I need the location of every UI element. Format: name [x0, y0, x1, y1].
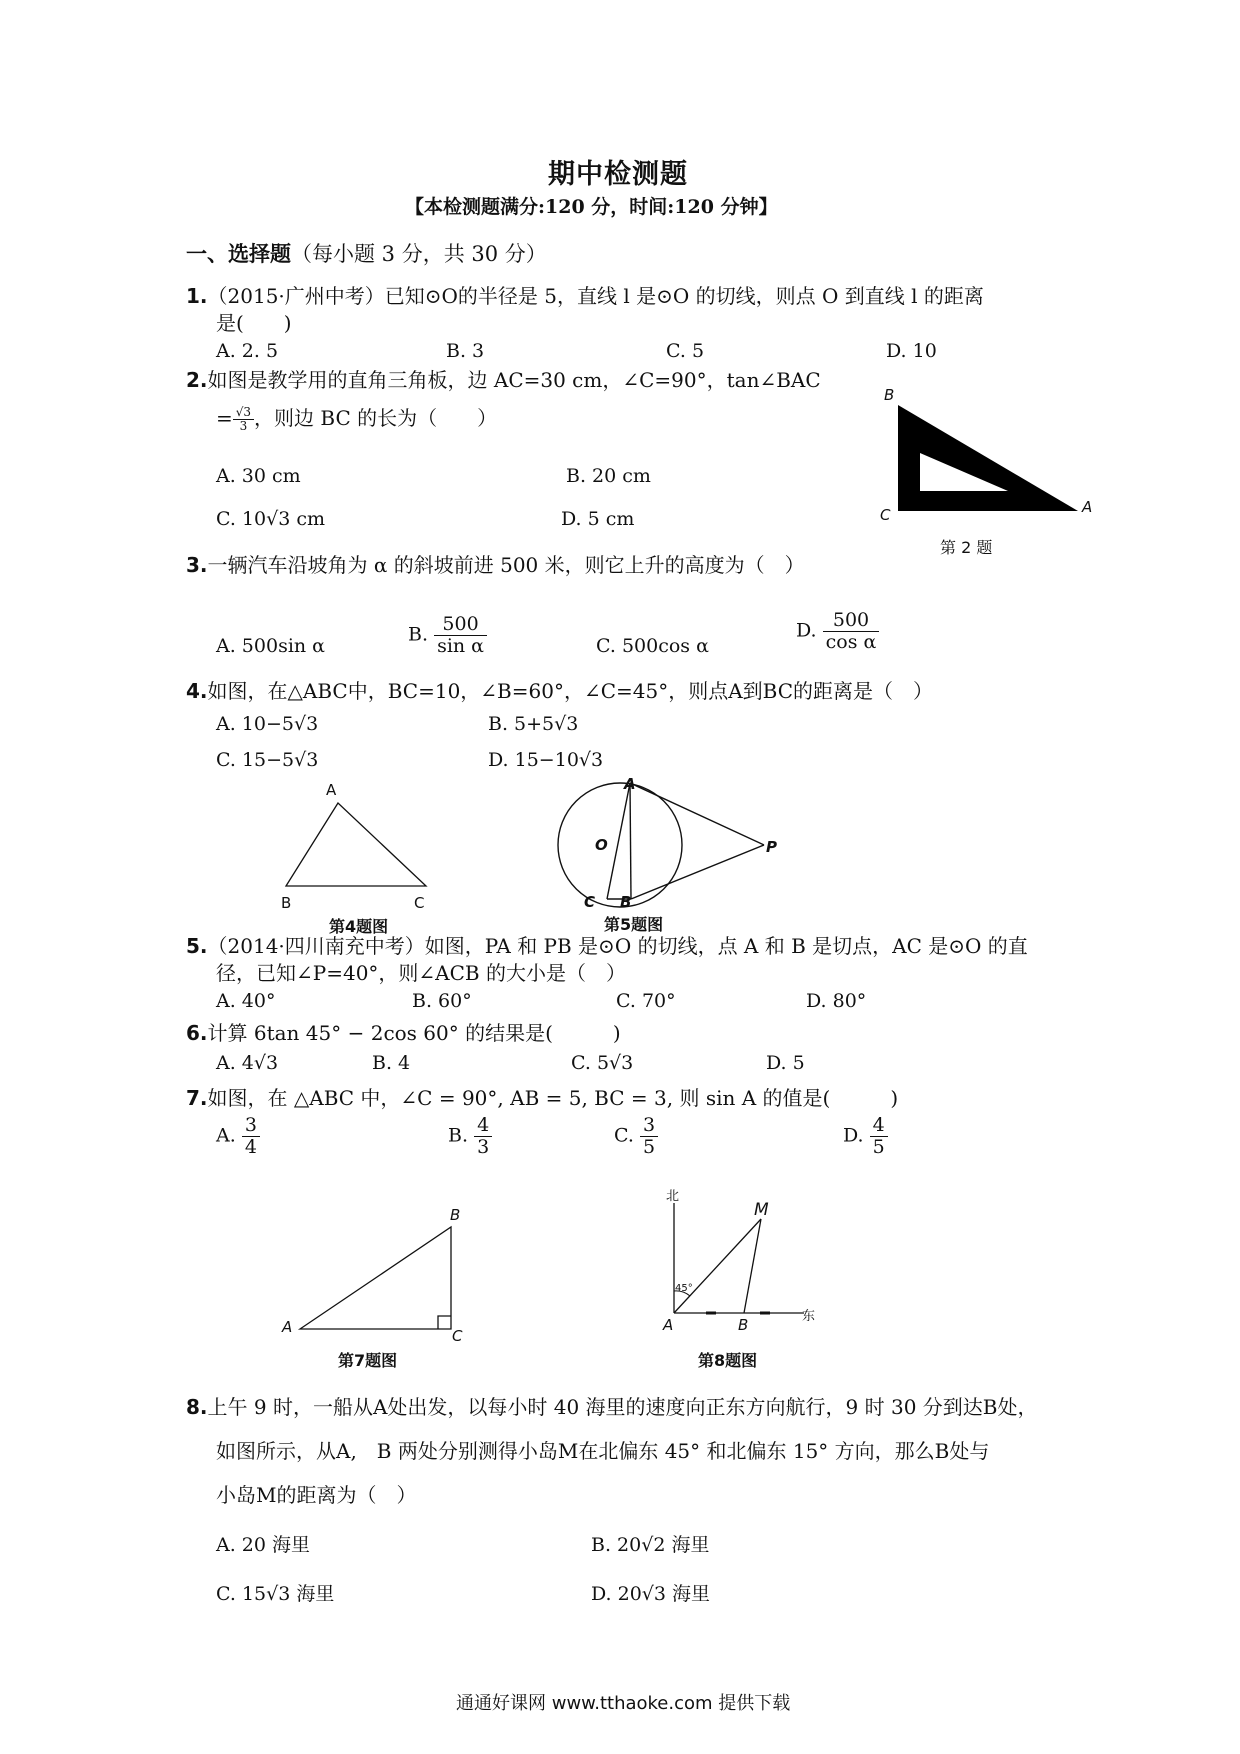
page-footer: 通通好课网 www.tthaoke.com 提供下载	[456, 1693, 791, 1714]
q8-option-d: D. 20√3 海里	[591, 1583, 711, 1605]
q5-option-d: D. 80°	[806, 990, 867, 1012]
q3-option-d-fraction	[823, 610, 880, 653]
section-heading	[186, 238, 547, 268]
q7-option-c-prefix: C.	[614, 1124, 634, 1147]
q8-label-east: 东	[802, 1309, 816, 1324]
q8-label-north: 北	[666, 1189, 680, 1204]
q1-stem-line2: 是( )	[216, 311, 292, 335]
q5-label-o: O	[595, 836, 608, 854]
q2-label-b: B	[884, 386, 895, 404]
q4-label-a: A	[326, 781, 337, 799]
q7-d-denominator: 5	[872, 1135, 885, 1158]
q3-number: 3.	[186, 553, 208, 577]
q4-figure-caption: 第4题图	[329, 917, 389, 936]
q5-line-pb	[631, 845, 764, 899]
q3-d-denominator: cos α	[825, 630, 877, 653]
q6-option-d: D. 5	[766, 1052, 805, 1074]
q2-text: 如图是教学用的直角三角板，边 AC=30 cm，∠C=90°，tan∠BAC	[207, 368, 821, 392]
q7-c-numerator: 3	[640, 1115, 658, 1137]
q2-option-d: D. 5 cm	[561, 508, 635, 530]
q1-number: 1.	[186, 284, 208, 308]
q7-option-b-prefix: B.	[448, 1124, 469, 1147]
q7-label-a: A	[282, 1318, 293, 1336]
q7-a-denominator: 4	[244, 1135, 257, 1158]
q4-number: 4.	[186, 679, 208, 703]
q8-line-am	[674, 1219, 761, 1313]
q7-number: 7.	[186, 1086, 208, 1110]
q4-option-a: A. 10−5√3	[216, 713, 319, 735]
q7-right-angle-mark	[438, 1316, 451, 1329]
q4-stem	[186, 678, 933, 704]
q4-option-c: C. 15−5√3	[216, 749, 319, 771]
q7-option-a-fraction	[242, 1115, 260, 1158]
q7-c-denominator: 5	[642, 1135, 656, 1158]
page-title: 期中检测题	[548, 159, 688, 190]
q3-option-d-prefix: D.	[796, 619, 817, 642]
q2-tan-fraction	[233, 406, 254, 433]
q3-option-b-fraction	[434, 614, 487, 657]
q4-label-c: C	[414, 894, 425, 912]
q8-number: 8.	[186, 1395, 208, 1419]
q6-stem	[186, 1020, 621, 1046]
q7-option-b	[448, 1115, 492, 1158]
q3-b-denominator: sin α	[437, 634, 484, 657]
q2-option-c: C. 10√3 cm	[216, 508, 326, 530]
q7-figure-caption: 第7题图	[338, 1351, 398, 1370]
q5-label-b: B	[620, 893, 632, 911]
q6-number: 6.	[186, 1021, 208, 1045]
q7-d-numerator: 4	[870, 1115, 888, 1137]
q3-option-b-prefix: B.	[408, 623, 429, 646]
q1-option-a: A. 2. 5	[216, 340, 279, 362]
q4-triangle-abc	[286, 803, 426, 886]
q3-stem	[186, 552, 805, 578]
q8-figure-caption: 第8题图	[698, 1351, 758, 1370]
q7-right-triangle-figure	[296, 1225, 456, 1335]
q5-figure-caption: 第5题图	[604, 915, 664, 934]
q7-option-a	[216, 1115, 260, 1158]
q2-number: 2.	[186, 368, 208, 392]
q5-number: 5.	[186, 934, 208, 958]
q8-label-m: M	[754, 1200, 769, 1220]
q5-stem-line2: 径，已知∠P=40°，则∠ACB 的大小是（ ）	[216, 961, 626, 985]
q5-label-p: P	[766, 838, 777, 856]
q8-option-a: A. 20 海里	[216, 1534, 311, 1556]
q5-option-b: B. 60°	[412, 990, 472, 1012]
q2-option-b: B. 20 cm	[566, 465, 651, 487]
q7-option-c-fraction	[640, 1115, 658, 1158]
q2-label-c: C	[880, 506, 891, 524]
q4-triangle-figure	[285, 800, 435, 890]
q7-stem	[186, 1085, 898, 1111]
q2-figure-caption: 第 2 题	[940, 538, 993, 557]
q2-stem-line2	[216, 405, 497, 433]
q5-label-c: C	[584, 893, 596, 911]
q7-option-a-prefix: A.	[216, 1124, 236, 1147]
q2-equals: =	[216, 406, 233, 430]
q5-option-c: C. 70°	[616, 990, 676, 1012]
q1-option-d: D. 10	[886, 340, 937, 362]
q8-label-a: A	[663, 1316, 674, 1334]
section-title: 一、选择题	[186, 241, 291, 266]
q4-option-d: D. 15−10√3	[488, 749, 604, 771]
section-note: （每小题 3 分，共 30 分）	[291, 242, 547, 266]
q2-frac-numerator: √3	[233, 406, 254, 420]
q8-option-c: C. 15√3 海里	[216, 1583, 335, 1605]
q1-option-b: B. 3	[446, 340, 485, 362]
q2-option-a: A. 30 cm	[216, 465, 301, 487]
q5-label-a: A	[624, 775, 636, 793]
q7-label-c: C	[452, 1327, 463, 1345]
q7-option-d-fraction	[870, 1115, 888, 1158]
page-subtitle: 【本检测题满分:120 分，时间:120 分钟】	[405, 196, 778, 218]
q5-circle-o	[558, 783, 682, 907]
q8-stem-line2: 如图所示，从A, B 两处分别测得小岛M在北偏东 45° 和北偏东 15° 方向，那么B处与	[216, 1439, 990, 1463]
q7-b-numerator: 4	[474, 1115, 492, 1137]
q4-label-b: B	[281, 894, 292, 912]
q7-text: 如图，在 △ABC 中，∠C = 90°, AB = 5, BC = 3, 则 sin A 的值是( )	[207, 1086, 899, 1110]
q6-text: 计算 6tan 45° − 2cos 60° 的结果是( )	[207, 1021, 621, 1045]
q7-triangle-abc	[300, 1227, 451, 1329]
q7-option-d-prefix: D.	[843, 1124, 864, 1147]
q8-text: 上午 9 时，一船从A处出发，以每小时 40 海里的速度向正东方向航行，9 时 30 分到达B处，	[207, 1395, 1038, 1419]
q3-option-b	[408, 614, 487, 657]
q5-text: （2014·四川南充中考）如图，PA 和 PB 是⊙O 的切线，点 A 和 B 是切点，AC 是⊙O 的直	[207, 934, 1028, 958]
q8-label-angle: 45°	[675, 1283, 693, 1294]
q2-stem-line1	[186, 367, 821, 393]
q5-stem-line1	[186, 933, 1028, 959]
q3-text: 一辆汽车沿坡角为 α 的斜坡前进 500 米，则它上升的高度为（ ）	[207, 553, 805, 577]
q3-option-c: C. 500cos α	[596, 635, 709, 657]
q1-text: （2015·广州中考）已知⊙O的半径是 5，直线 l 是⊙O 的切线，则点 O 到直线 l 的距离	[207, 284, 984, 308]
q5-line-ab	[630, 783, 631, 899]
q8-stem-line3: 小岛M的距离为（ ）	[216, 1483, 417, 1507]
q5-circle-figure	[550, 785, 790, 905]
q3-option-a: A. 500sin α	[216, 635, 325, 657]
q8-stem-line1	[186, 1394, 1038, 1420]
q7-option-b-fraction	[474, 1115, 492, 1158]
q1-option-c: C. 5	[666, 340, 705, 362]
q7-a-numerator: 3	[242, 1115, 260, 1137]
q7-option-d	[843, 1115, 888, 1158]
q2-text-line2: ，则边 BC 的长为（ ）	[254, 406, 498, 430]
q5-line-pa	[630, 783, 764, 845]
q3-option-d	[796, 610, 879, 653]
q8-line-bm	[744, 1219, 761, 1313]
q6-option-c: C. 5√3	[571, 1052, 634, 1074]
q6-option-b: B. 4	[372, 1052, 411, 1074]
q8-bearing-figure	[660, 1195, 820, 1330]
q1-stem-line1	[186, 283, 984, 309]
q8-option-b: B. 20√2 海里	[591, 1534, 710, 1556]
q7-label-b: B	[450, 1206, 461, 1224]
q8-label-b: B	[738, 1316, 749, 1334]
q4-text: 如图，在△ABC中，BC=10，∠B=60°，∠C=45°，则点A到BC的距离是（ ）	[207, 679, 934, 703]
q7-b-denominator: 3	[477, 1135, 490, 1158]
q5-line-ac	[607, 783, 630, 899]
q7-option-c	[614, 1115, 658, 1158]
q3-b-numerator: 500	[434, 614, 487, 636]
q5-option-a: A. 40°	[216, 990, 276, 1012]
q2-set-square-figure	[880, 385, 1100, 530]
q2-frac-denominator: 3	[239, 419, 248, 433]
q2-label-a: A	[1082, 498, 1093, 516]
q4-option-b: B. 5+5√3	[488, 713, 579, 735]
q6-option-a: A. 4√3	[216, 1052, 279, 1074]
q3-d-numerator: 500	[823, 610, 880, 632]
